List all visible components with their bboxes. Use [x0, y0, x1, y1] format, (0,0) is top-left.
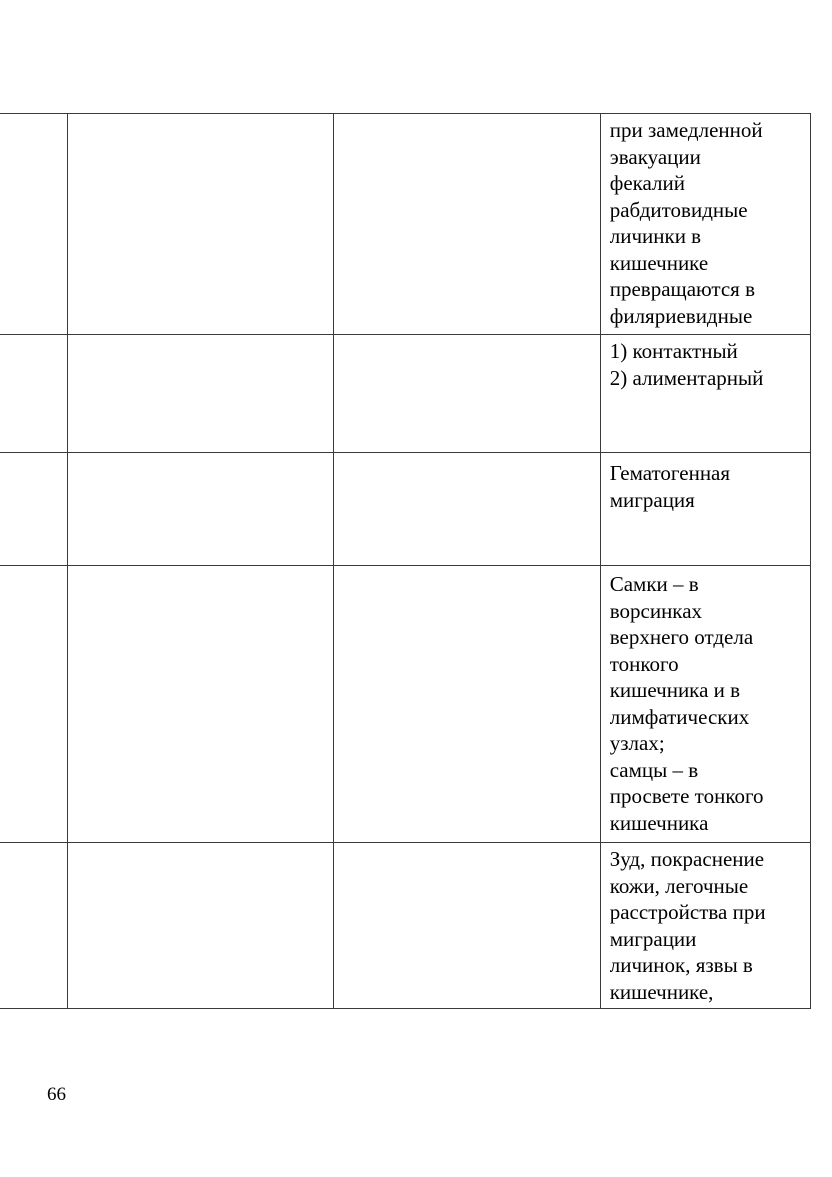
table-row — [0, 335, 811, 453]
cell-text: при замедленной эвакуации фекалий рабдитовидные личинки в кишечнике превращаются в филяриевидные — [609, 118, 763, 328]
table-cell-text — [600, 566, 810, 843]
cell-text: 1) контактный 2) алиментарный — [609, 339, 764, 390]
table-cell-empty — [334, 335, 600, 453]
table-cell-text — [600, 335, 810, 453]
cell-text: Зуд, покраснение кожи, легочные расстройства при миграции личинок, язвы в кишечнике, — [609, 847, 766, 1004]
table-cell-text — [600, 843, 810, 1009]
table-cell-text — [600, 453, 810, 566]
table-cell-empty — [0, 566, 68, 843]
table-cell-empty — [334, 114, 600, 335]
table-row — [0, 453, 811, 566]
cell-text: Гематогенная миграция — [609, 461, 731, 512]
table-cell-empty — [334, 843, 600, 1009]
table-cell-empty — [68, 335, 334, 453]
table-cell-empty — [68, 453, 334, 566]
table-row — [0, 843, 811, 1009]
table-row — [0, 566, 811, 843]
page-number: 66 — [47, 1084, 66, 1105]
table-cell-empty — [0, 335, 68, 453]
table-cell-empty — [0, 843, 68, 1009]
table-cell-empty — [334, 453, 600, 566]
table-row — [0, 114, 811, 335]
data-table — [0, 113, 811, 1009]
table-cell-empty — [68, 566, 334, 843]
table-cell-empty — [0, 114, 68, 335]
table-cell-empty — [0, 453, 68, 566]
table-cell-empty — [334, 566, 600, 843]
cell-text: Самки – в ворсинках верхнего отдела тонкого кишечника и в лимфатических узлах; самцы – в просвете тонкого кишечника — [609, 572, 764, 835]
table-cell-empty — [68, 843, 334, 1009]
table-cell-empty — [68, 114, 334, 335]
table-cell-text — [600, 114, 810, 335]
